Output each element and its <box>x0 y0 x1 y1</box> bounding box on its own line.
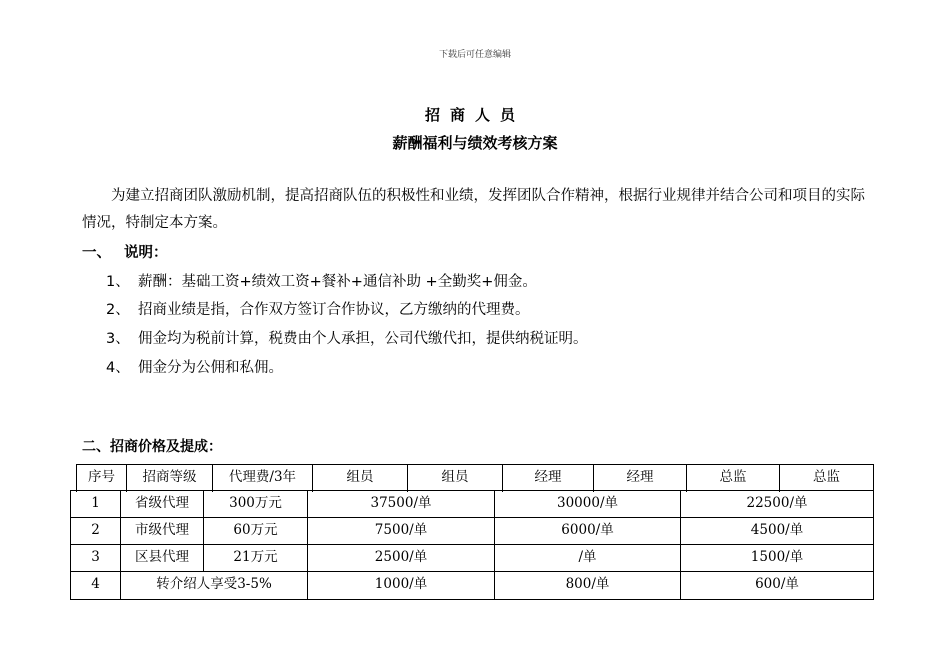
list-item <box>106 356 283 377</box>
page-header-note: 下载后可任意编辑 <box>438 50 511 60</box>
row-number-cell: 3 <box>70 544 121 572</box>
intro-paragraph: 为建立招商团队激励机制，提高招商队伍的积极性和业绩，发挥团队合作精神，根据行业规律并结合公司和项目的实际情况，特制定本方案。 <box>82 188 865 231</box>
list-item <box>106 298 530 319</box>
level-cell: 区县代理 <box>121 544 204 572</box>
header-cell: 代理费/3年 <box>213 464 313 492</box>
list-item-text: 佣金均为税前计算，税费由个人承担，公司代缴代扣，提供纳税证明。 <box>138 331 588 347</box>
header-cell: 招商等级 <box>127 464 213 492</box>
list-item-text: 薪酬：基础工资+绩效工资+餐补+通信补助 +全勤奖+佣金。 <box>138 274 537 290</box>
director-commission-cell: 22500/单 <box>681 490 874 518</box>
level-cell: 省级代理 <box>121 490 204 518</box>
fee-cell: 300万元 <box>204 490 308 518</box>
director-commission-cell: 1500/单 <box>681 544 874 572</box>
document-title: 招商人员 <box>424 106 525 124</box>
header-cell: 组员 <box>313 464 408 492</box>
list-item <box>106 270 537 291</box>
list-item-number: 1、 <box>106 274 130 290</box>
manager-commission-cell: 6000/单 <box>495 517 681 545</box>
header-cell: 总监 <box>780 464 874 492</box>
director-commission-cell: 4500/单 <box>681 517 874 545</box>
level-cell: 市级代理 <box>121 517 204 545</box>
header-cell: 经理 <box>594 464 687 492</box>
fee-cell: 21万元 <box>204 544 308 572</box>
member-commission-cell: 7500/单 <box>308 517 495 545</box>
referral-cell: 转介绍人享受3-5% <box>121 571 308 599</box>
list-item-text: 招商业绩是指，合作双方签订合作协议，乙方缴纳的代理费。 <box>138 302 530 318</box>
header-cell: 经理 <box>503 464 594 492</box>
row-number-cell: 2 <box>70 517 121 545</box>
list-item-number: 4、 <box>106 360 130 376</box>
list-item-number: 2、 <box>106 302 130 318</box>
fee-cell: 60万元 <box>204 517 308 545</box>
section-1-heading <box>82 241 168 262</box>
list-item-text: 佣金分为公佣和私佣。 <box>138 360 283 376</box>
section-2-heading: 二、招商价格及提成： <box>82 439 222 455</box>
member-commission-cell: 1000/单 <box>308 571 495 599</box>
member-commission-cell: 37500/单 <box>308 490 495 518</box>
director-commission-cell: 600/单 <box>681 571 874 599</box>
row-number-cell: 4 <box>70 571 121 599</box>
section-1-number: 一、 <box>82 245 111 261</box>
header-cell: 组员 <box>408 464 503 492</box>
header-cell: 总监 <box>687 464 780 492</box>
manager-commission-cell: 800/单 <box>495 571 681 599</box>
section-1-title: 说明： <box>124 245 168 261</box>
list-item-number: 3、 <box>106 331 130 347</box>
manager-commission-cell: /单 <box>495 544 681 572</box>
document-subtitle: 薪酬福利与绩效考核方案 <box>392 134 558 152</box>
member-commission-cell: 2500/单 <box>308 544 495 572</box>
header-cell: 序号 <box>76 464 127 492</box>
list-item <box>106 327 588 348</box>
row-number-cell: 1 <box>70 490 121 518</box>
table-bottom-border <box>70 599 874 600</box>
manager-commission-cell: 30000/单 <box>495 490 681 518</box>
